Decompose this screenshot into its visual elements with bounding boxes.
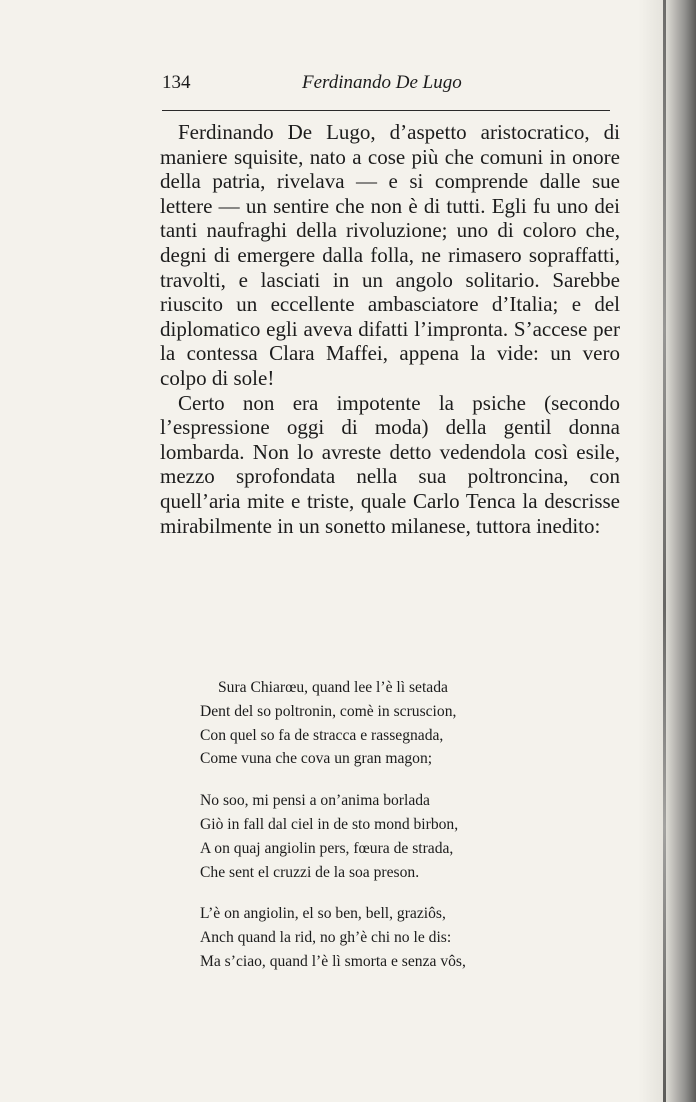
poem-line: No soo, mi pensi a on’anima borlada xyxy=(200,792,430,810)
poem-line: Come vuna che cova un gran magon; xyxy=(200,750,433,768)
poem-stanza xyxy=(200,789,580,884)
page-header xyxy=(162,72,610,100)
poem-line: Sura Chiarœu, quand lee l’è lì setada xyxy=(218,679,448,696)
poem-line: Anch quand la rid, no gh’è chi no le dis: xyxy=(200,929,452,947)
running-title: Ferdinando De Lugo xyxy=(302,72,462,93)
poem-line: Giò in fall dal ciel in de sto mond birbon, xyxy=(200,815,459,833)
poem-line: Dent del so poltronin, comè in scruscion, xyxy=(200,702,457,720)
poem-line: A on quaj angiolin pers, fœura de strada, xyxy=(200,839,454,857)
sonnet xyxy=(200,676,580,992)
paragraph: Ferdinando De Lugo, d’aspetto aristocratico, di maniere squisite, nato a cose più che comuni in onore della patria, rivelava — e si comprende dalle sue lettere — un sentire che non è di tutti. Egli fu uno dei tanti naufraghi della rivoluzione; uno di coloro che, degni di emergere dalla folla, ne rimasero sopraffatti, travolti, e lasciati in un angolo solitario. Sarebbe riuscito un eccellente ambasciatore d’Italia; e del diplomatico egli aveva difatti l’impronta. S’accese per la contessa Clara Maffei, appena la vide: un vero colpo di sole! xyxy=(160,120,620,390)
header-rule xyxy=(162,110,610,111)
page-edge-line xyxy=(663,0,666,1102)
body-text xyxy=(160,120,620,538)
poem-line: Ma s’ciao, quand l’è lì smorta e senza vôs, xyxy=(200,952,466,970)
poem-line: Che sent el cruzzi de la soa preson. xyxy=(200,863,420,881)
poem-stanza xyxy=(200,676,580,771)
poem-line: Con quel so fa de stracca e rassegnada, xyxy=(200,726,444,744)
paragraph: Certo non era impotente la psiche (secondo l’espressione oggi di moda) della gentil donna lombarda. Non lo avreste detto vedendola così esile, mezzo sprofondata nella sua poltroncina, con quell’aria mite e triste, quale Carlo Tenca la descrisse mirabilmente in un sonetto milanese, tuttora inedito: xyxy=(160,390,620,538)
poem-line: L’è on angiolin, el so ben, bell, graziôs, xyxy=(200,905,446,923)
poem-stanza xyxy=(200,902,580,973)
page-edge-shadow xyxy=(638,0,696,1102)
page-number: 134 xyxy=(162,72,191,93)
